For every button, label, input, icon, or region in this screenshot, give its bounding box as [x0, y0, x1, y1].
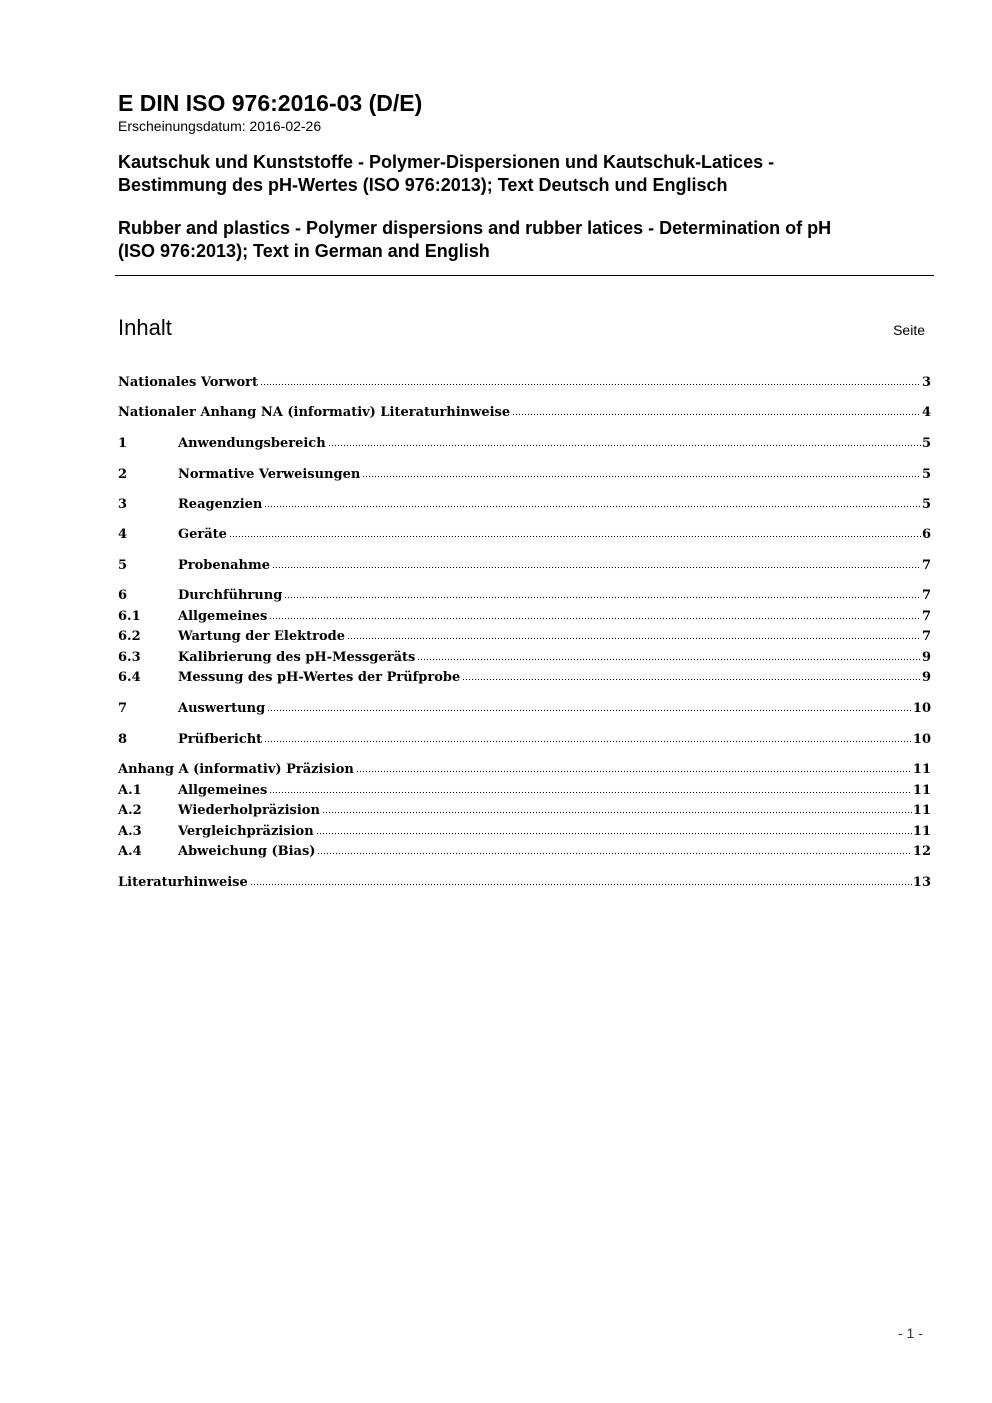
toc-entry-number: 4	[118, 527, 128, 542]
toc-entry[interactable]	[118, 698, 931, 716]
page-number: - 1 -	[898, 1325, 923, 1341]
toc-leader-dots	[512, 402, 921, 416]
toc-entry-page: 11	[912, 762, 931, 777]
toc-leader-dots	[316, 821, 912, 835]
toc-entry[interactable]	[118, 800, 931, 818]
toc-entry[interactable]	[118, 872, 931, 890]
toc-entry[interactable]	[118, 821, 931, 839]
toc-entry[interactable]	[118, 780, 931, 798]
toc-entry[interactable]	[118, 464, 931, 482]
toc-entry-page: 13	[912, 875, 931, 890]
toc-entry-title: Anhang A (informativ) Präzision	[118, 762, 354, 777]
toc-entry[interactable]	[118, 555, 931, 573]
document-header	[118, 88, 934, 263]
toc-entry-title: Normative Verweisungen	[178, 467, 361, 482]
toc-leader-dots	[264, 494, 921, 508]
toc-entry-page: 9	[921, 650, 931, 665]
toc-leader-dots	[328, 433, 921, 447]
toc-heading-label: Inhalt	[118, 315, 172, 340]
toc-entry-number: 6.3	[118, 650, 141, 665]
toc-entry-page: 9	[921, 670, 931, 685]
toc-entry[interactable]	[118, 585, 931, 603]
toc-entry[interactable]	[118, 647, 931, 665]
toc-leader-dots	[272, 555, 921, 569]
toc-entry-number: 6.2	[118, 629, 141, 644]
toc-entry-title: Probenahme	[178, 558, 271, 573]
toc-entry[interactable]	[118, 494, 931, 512]
toc-entry-page: 4	[921, 405, 931, 420]
toc-entry-number: 1	[118, 436, 128, 451]
title-english: Rubber and plastics - Polymer dispersions and rubber latices - Determination of pH (ISO 976:2013); Text in German and English	[118, 218, 832, 261]
toc-entry[interactable]	[118, 667, 931, 685]
toc-entry-title: Abweichung (Bias)	[178, 844, 316, 859]
toc-leader-dots	[317, 841, 911, 855]
toc-entry-page: 5	[921, 497, 931, 512]
toc-entry-title: Wartung der Elektrode	[178, 629, 346, 644]
toc-entry-title: Auswertung	[178, 701, 266, 716]
toc-entry-number: 6.4	[118, 670, 141, 685]
toc-entry-title: Reagenzien	[178, 497, 263, 512]
toc-leader-dots	[417, 647, 921, 661]
toc-entry[interactable]	[118, 626, 931, 644]
toc-entry-title: Allgemeines	[178, 783, 268, 798]
toc-leader-dots	[362, 464, 921, 478]
toc-entry[interactable]	[118, 759, 931, 777]
toc-entry-page: 11	[912, 803, 931, 818]
toc-entry[interactable]	[118, 402, 931, 420]
toc-entry-number: A.1	[118, 783, 142, 798]
toc-leader-dots	[356, 759, 912, 773]
document-title: E DIN ISO 976:2016-03 (D/E)	[118, 90, 423, 116]
toc-entry-title: Wiederholpräzision	[178, 803, 320, 818]
toc-entry-page: 11	[912, 783, 931, 798]
toc-entry-title: Geräte	[178, 527, 227, 542]
toc-page-column-label: Seite	[893, 322, 925, 338]
toc-leader-dots	[229, 524, 921, 538]
toc-entry-title: Allgemeines	[178, 609, 268, 624]
title-german: Kautschuk und Kunststoffe - Polymer-Dispersionen und Kautschuk-Latices - Bestimmung des pH-Wertes (ISO 976:2013); Text Deutsch und Englisch	[118, 152, 775, 195]
toc-entry-number: 5	[118, 558, 128, 573]
toc-entry-page: 6	[921, 527, 931, 542]
toc-entry[interactable]	[118, 372, 931, 390]
toc-leader-dots	[269, 606, 921, 620]
toc-entry[interactable]	[118, 729, 931, 747]
toc-entry-number: 3	[118, 497, 128, 512]
toc-entry[interactable]	[118, 606, 931, 624]
toc-entry-number: 7	[118, 701, 128, 716]
toc-entry-title: Vergleichpräzision	[178, 824, 314, 839]
toc-leader-dots	[250, 872, 912, 886]
toc-entry-page: 12	[912, 844, 931, 859]
toc-entry[interactable]	[118, 524, 931, 542]
toc-entry-number: 6	[118, 588, 128, 603]
toc-entry-page: 7	[921, 629, 931, 644]
toc-entry-title: Anwendungsbereich	[178, 436, 326, 451]
toc-entry-number: 2	[118, 467, 128, 482]
toc-entry-page: 5	[921, 467, 931, 482]
toc-leader-dots	[284, 585, 921, 599]
toc-entry-page: 7	[921, 558, 931, 573]
toc-leader-dots	[269, 780, 912, 794]
toc-entry-title: Nationaler Anhang NA (informativ) Literaturhinweise	[118, 405, 511, 420]
toc-entry-number: 6.1	[118, 609, 141, 624]
toc-leader-dots	[347, 626, 921, 640]
toc-entry-page: 7	[921, 588, 931, 603]
toc-entry-page: 7	[921, 609, 931, 624]
toc-entry-number: 8	[118, 732, 128, 747]
toc-leader-dots	[267, 698, 912, 712]
toc-entry-title: Messung des pH-Wertes der Prüfprobe	[178, 670, 461, 685]
toc-entry-number: A.4	[118, 844, 142, 859]
toc-entry-page: 10	[912, 732, 931, 747]
toc-leader-dots	[260, 372, 921, 386]
toc-leader-dots	[322, 800, 912, 814]
toc-entry-title: Prüfbericht	[178, 732, 263, 747]
toc-entry-number: A.2	[118, 803, 142, 818]
toc-leader-dots	[264, 729, 912, 743]
toc-entry-title: Durchführung	[178, 588, 283, 603]
toc-leader-dots	[462, 667, 921, 681]
toc-entry-number: A.3	[118, 824, 142, 839]
toc-entry-page: 11	[912, 824, 931, 839]
toc-entry-title: Nationales Vorwort	[118, 375, 258, 390]
toc-entry-title: Kalibrierung des pH-Messgeräts	[178, 650, 416, 665]
toc-entry-page: 5	[921, 436, 931, 451]
publication-date: Erscheinungsdatum: 2016-02-26	[118, 118, 322, 134]
toc-entry-title: Literaturhinweise	[118, 875, 248, 890]
toc-entry-page: 10	[912, 701, 931, 716]
toc-entry-page: 3	[921, 375, 931, 390]
toc-entry[interactable]	[118, 841, 931, 859]
header-divider	[115, 275, 934, 276]
toc-entry[interactable]	[118, 433, 931, 451]
toc-heading	[118, 314, 928, 342]
